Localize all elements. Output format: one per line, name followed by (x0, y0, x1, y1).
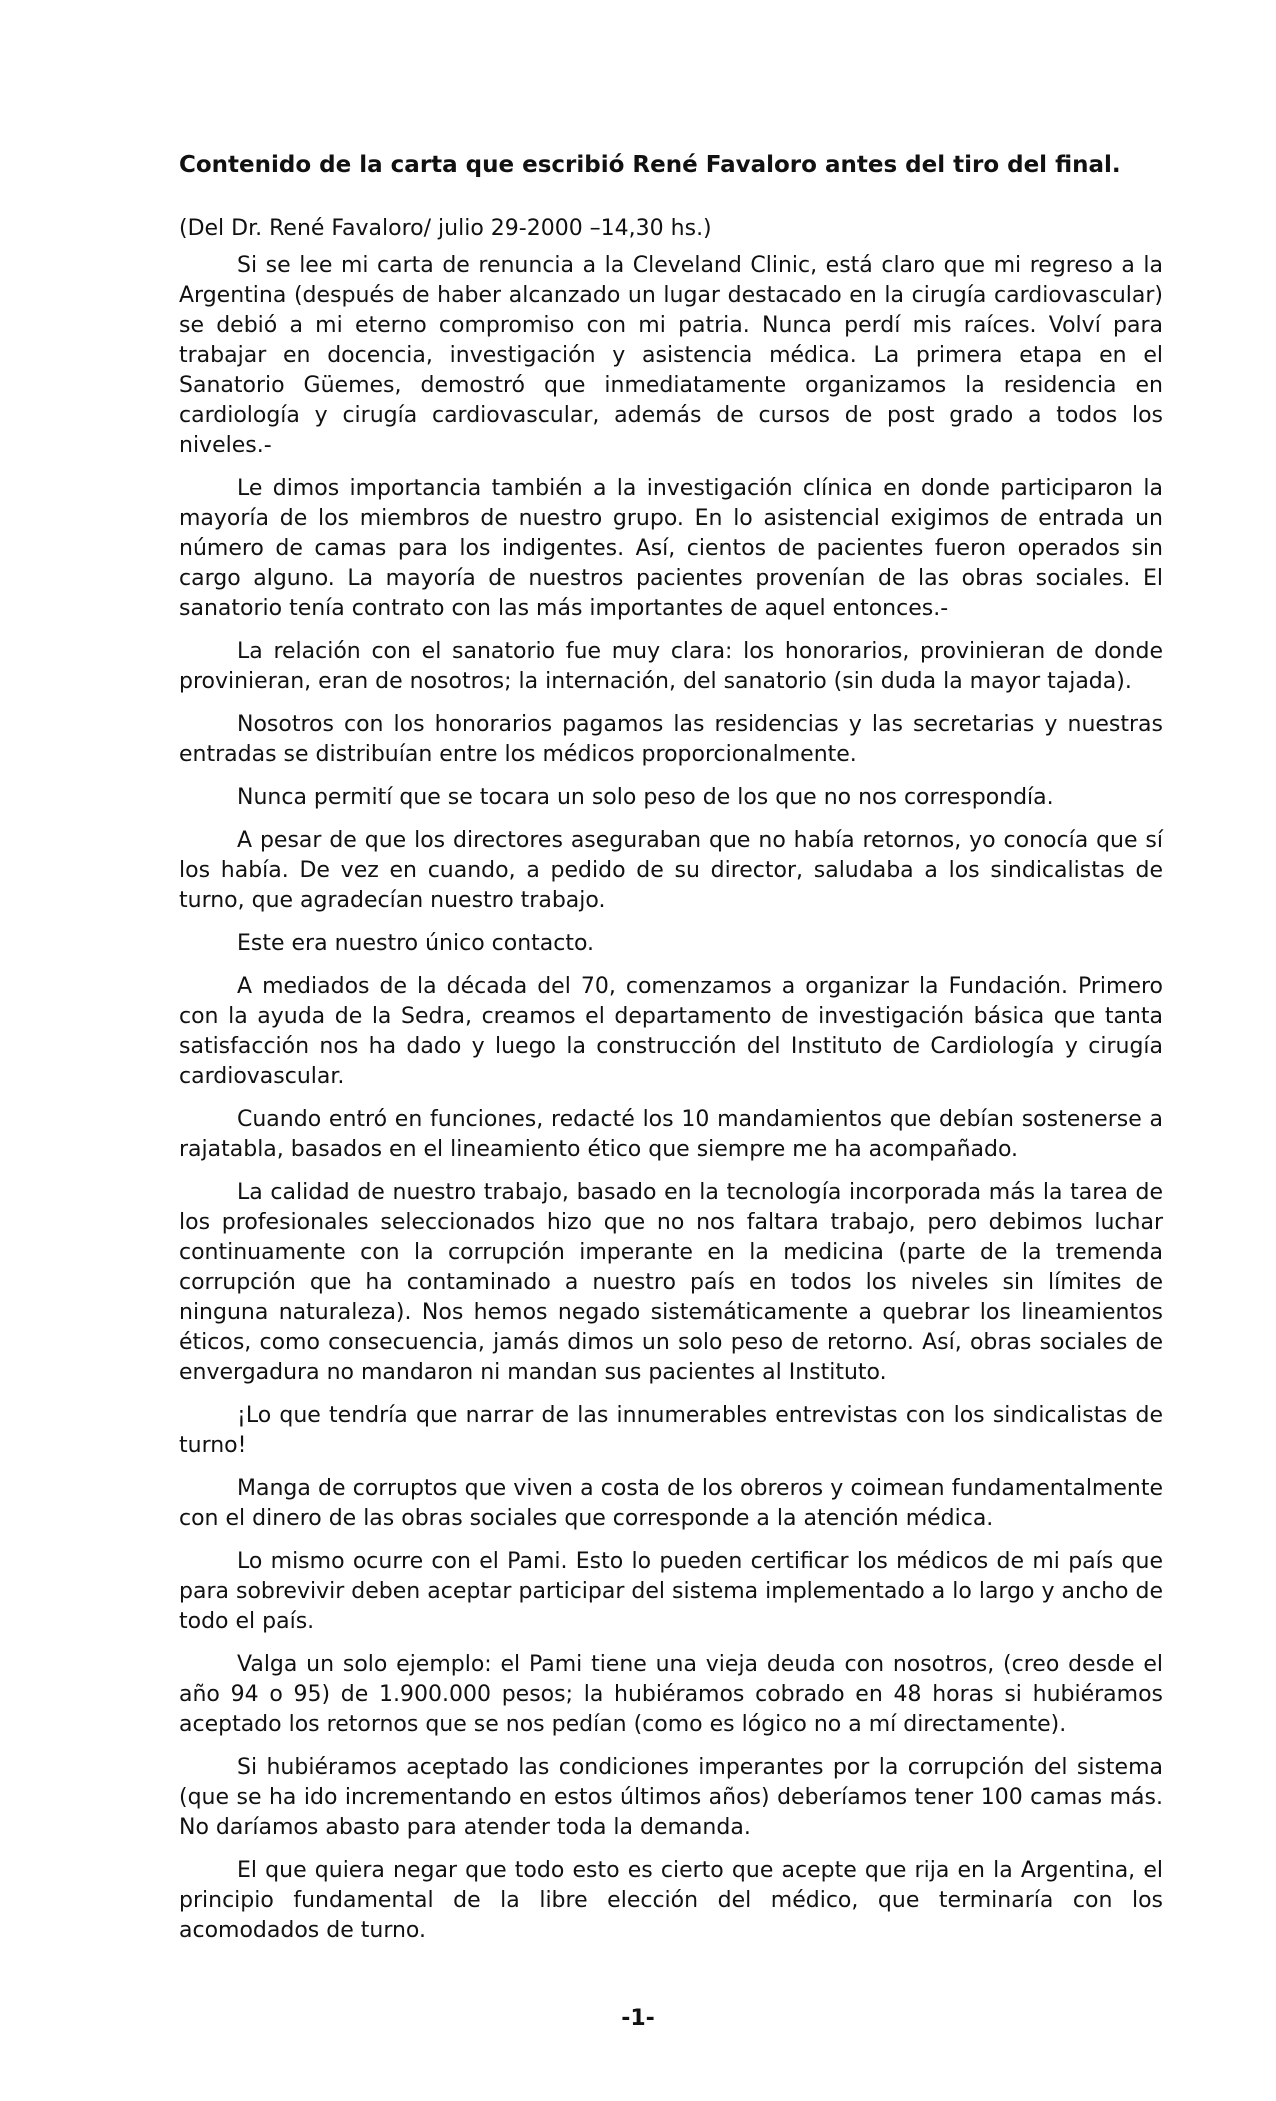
paragraph: Lo mismo ocurre con el Pami. Esto lo pueden certificar los médicos de mi país que para sobrevivir deben aceptar participar del sistema implementado a lo largo y ancho de todo el país. (179, 1549, 1163, 1634)
paragraph: ¡Lo que tendría que narrar de las innumerables entrevistas con los sindicalistas de turno! (179, 1403, 1163, 1458)
paragraph: Nunca permití que se tocara un solo peso de los que no nos correspondía. (237, 785, 1054, 810)
document-title: Contenido de la carta que escribió René Favaloro antes del tiro del final. (179, 152, 1121, 178)
paragraph: Nosotros con los honorarios pagamos las residencias y las secretarias y nuestras entradas se distribuían entre los médicos proporcionalmente. (179, 712, 1163, 767)
paragraph: Cuando entró en funciones, redacté los 10 mandamientos que debían sostenerse a rajatabla, basados en el lineamiento ético que siempre me ha acompañado. (179, 1107, 1163, 1162)
paragraph: El que quiera negar que todo esto es cierto que acepte que rija en la Argentina, el principio fundamental de la libre elección del médico, que terminaría con los acomodados de turno. (179, 1858, 1163, 1943)
paragraph: Le dimos importancia también a la investigación clínica en donde participaron la mayoría de los miembros de nuestro grupo. En lo asistencial exigimos de entrada un número de camas para los indigentes. Así, cientos de pacientes fueron operados sin cargo alguno. La mayoría de nuestros pacientes provenían de las obras sociales. El sanatorio tenía contrato con las más importantes de aquel entonces.- (179, 476, 1163, 621)
paragraph: Manga de corruptos que viven a costa de los obreros y coimean fundamentalmente con el dinero de las obras sociales que corresponde a la atención médica. (179, 1476, 1163, 1531)
page-number: -1- (621, 2006, 655, 2031)
paragraph: Si se lee mi carta de renuncia a la Cleveland Clinic, está claro que mi regreso a la Argentina (después de haber alcanzado un lugar destacado en la cirugía cardiovascular) se debió a mi eterno compromiso con mi patria. Nunca perdí mis raíces. Volví para trabajar en docencia, investigación y asistencia médica. La primera etapa en el Sanatorio Güemes, demostró que inmediatamente organizamos la residencia en cardiología y cirugía cardiovascular, además de cursos de post grado a todos los niveles.- (179, 253, 1163, 458)
paragraph: Este era nuestro único contacto. (237, 931, 595, 956)
paragraph: A pesar de que los directores aseguraban que no había retornos, yo conocía que sí los había. De vez en cuando, a pedido de su director, saludaba a los sindicalistas de turno, que agradecían nuestro trabajo. (179, 828, 1163, 913)
document-subtitle: (Del Dr. René Favaloro/ julio 29-2000 –14,30 hs.) (179, 216, 712, 241)
paragraph: Valga un solo ejemplo: el Pami tiene una vieja deuda con nosotros, (creo desde el año 94 o 95) de 1.900.000 pesos; la hubiéramos cobrado en 48 horas si hubiéramos aceptado los retornos que se nos pedían (como es lógico no a mí directamente). (179, 1652, 1163, 1737)
paragraph: Si hubiéramos aceptado las condiciones imperantes por la corrupción del sistema (que se ha ido incrementando en estos últimos años) deberíamos tener 100 camas más. No daríamos abasto para atender toda la demanda. (179, 1755, 1163, 1840)
paragraph: La relación con el sanatorio fue muy clara: los honorarios, provinieran de donde provinieran, eran de nosotros; la internación, del sanatorio (sin duda la mayor tajada). (179, 639, 1163, 694)
document-page (179, 150, 1163, 1959)
paragraph: A mediados de la década del 70, comenzamos a organizar la Fundación. Primero con la ayuda de la Sedra, creamos el departamento de investigación básica que tanta satisfacción nos ha dado y luego la construcción del Instituto de Cardiología y cirugía cardiovascular. (179, 974, 1163, 1089)
paragraph: La calidad de nuestro trabajo, basado en la tecnología incorporada más la tarea de los profesionales seleccionados hizo que no nos faltara trabajo, pero debimos luchar continuamente con la corrupción imperante en la medicina (parte de la tremenda corrupción que ha contaminado a nuestro país en todos los niveles sin límites de ninguna naturaleza). Nos hemos negado sistemáticamente a quebrar los lineamientos éticos, como consecuencia, jamás dimos un solo peso de retorno. Así, obras sociales de envergadura no mandaron ni mandan sus pacientes al Instituto. (179, 1180, 1163, 1385)
